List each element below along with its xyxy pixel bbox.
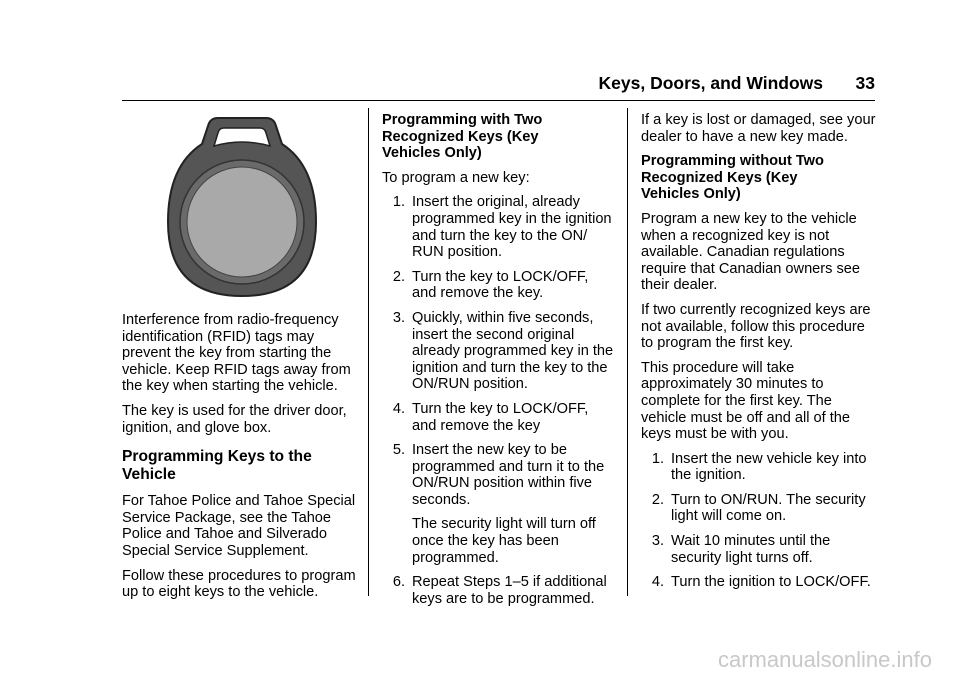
column-1 — [122, 312, 358, 609]
two-keys-subheading: Programming with Two Recognized Keys (Key Vehicles Only) — [382, 112, 543, 162]
list-item: 3. Wait 10 minutes until the security light turns off. — [651, 533, 831, 566]
column-divider-2 — [627, 108, 628, 596]
list-item: 2. Turn the key to LOCK/OFF, and remove the key. — [392, 268, 589, 302]
program-new-key-paragraph: Program a new key to the vehicle when a recognized key is not available. Canadian regulations require that Canadian owners see their dealer. — [641, 210, 861, 294]
lost-key-paragraph: If a key is lost or damaged, see your dealer to have a new key made. — [641, 112, 876, 145]
list-item: 3. Quickly, within five seconds, insert the second original already programmed key in the ignition and turn the key to the ON/RUN position. — [392, 309, 614, 393]
without-two-keys-subheading: Programming without Two Recognized Keys (Key Vehicles Only) — [641, 153, 824, 203]
list-item: 1. Insert the new vehicle key into the ignition. — [651, 450, 867, 484]
key-usage-paragraph: The key is used for the driver door, ignition, and glove box. — [122, 402, 347, 436]
first-key-paragraph: If two currently recognized keys are not available, follow this procedure to program the first key. — [641, 301, 871, 352]
list-item: 2. Turn to ON/RUN. The security light will come on. — [651, 491, 866, 525]
list-item: 4. Turn the key to LOCK/OFF, and remove the key — [392, 400, 589, 434]
list-item: 5. Insert the new key to be programmed and turn it to the ON/RUN position within five seconds. The security light will turn off once the key has been programmed. — [382, 442, 614, 566]
column-2 — [382, 112, 614, 615]
column-3 — [641, 112, 881, 599]
rfid-key-fob-illustration — [166, 114, 318, 298]
program-intro: To program a new key: — [382, 169, 530, 186]
without-two-keys-steps-list — [641, 451, 881, 591]
section-title: Keys, Doors, and Windows — [598, 73, 823, 93]
page-header — [122, 70, 875, 101]
list-item: 1. Insert the original, already programmed key in the ignition and turn the key to the ON/ RUN position. — [392, 194, 612, 261]
fob-face — [187, 167, 297, 277]
section-heading: Programming Keys to the Vehicle — [122, 448, 312, 484]
column-divider-1 — [368, 108, 369, 596]
list-item: 6. Repeat Steps 1–5 if additional keys are to be programmed. — [392, 574, 607, 607]
page-number: 33 — [855, 73, 875, 93]
duration-paragraph: This procedure will take approximately 30 minutes to complete for the first key. The vehicle must be off and all of the keys must be with you. — [641, 359, 851, 443]
list-item: 4. Turn the ignition to LOCK/OFF. — [651, 574, 871, 591]
two-keys-steps-list — [382, 194, 614, 607]
watermark: carmanualsonline.info — [717, 647, 932, 672]
police-package-paragraph: For Tahoe Police and Tahoe Special Service Package, see the Tahoe Police and Tahoe and Silverado Special Service Supplement. — [122, 493, 356, 559]
procedure-intro-paragraph: Follow these procedures to program up to eight keys to the vehicle. — [122, 567, 356, 601]
rfid-interference-paragraph: Interference from radio-frequency identification (RFID) tags may prevent the key from starting the vehicle. Keep RFID tags away from the key when starting the vehicle. — [122, 312, 351, 395]
security-light-note: The security light will turn off once the key has been programmed. — [412, 516, 596, 566]
